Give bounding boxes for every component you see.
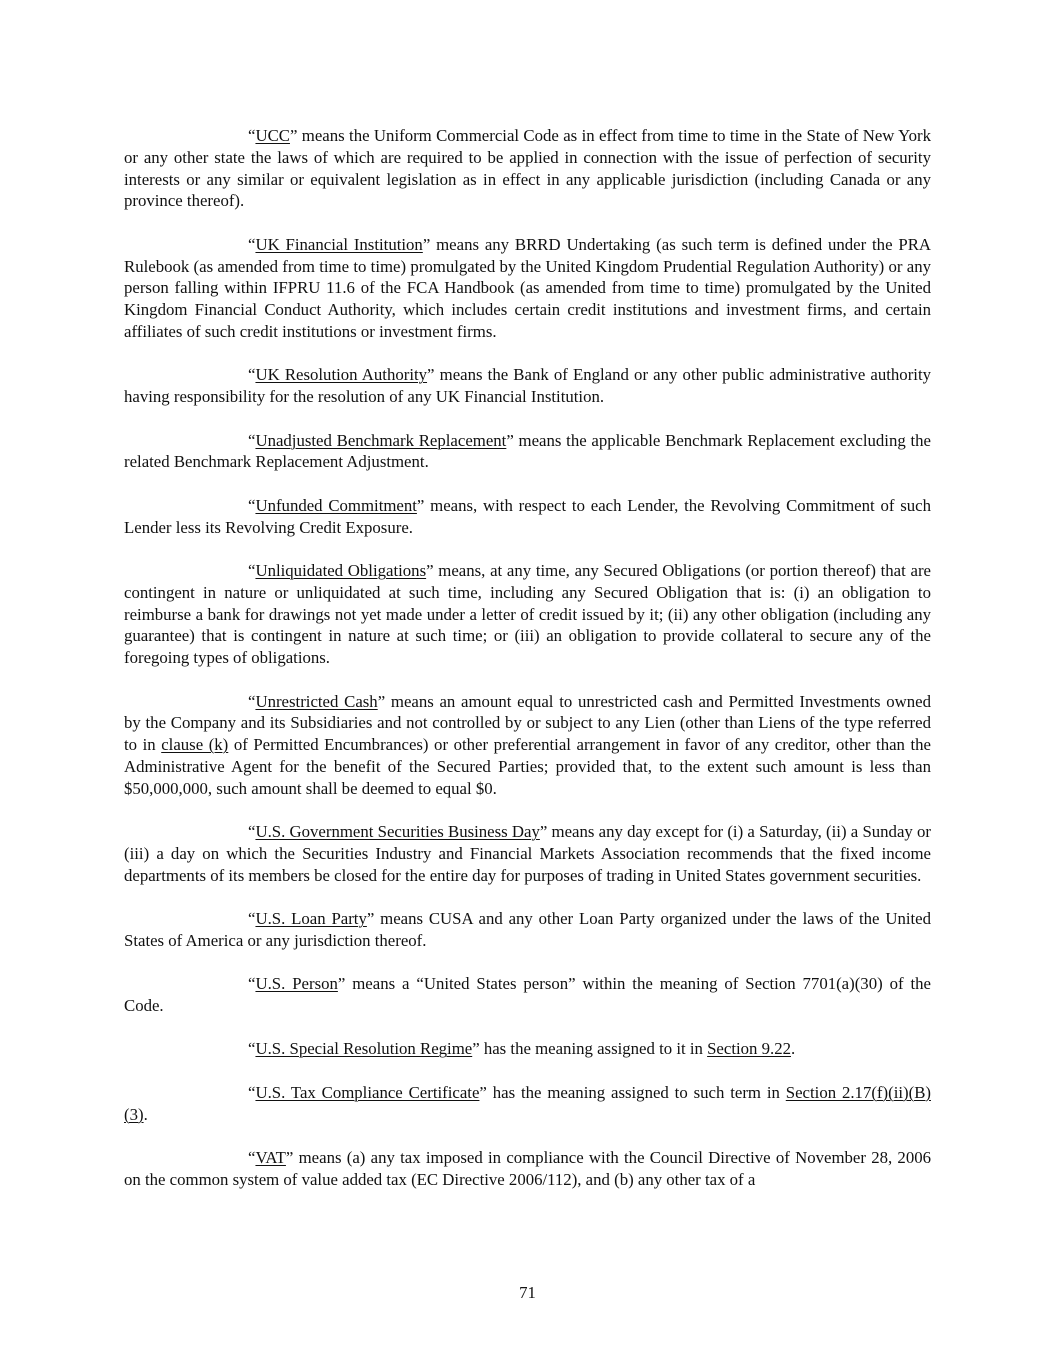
definition-us-government-securities-business-day: “U.S. Government Securities Business Day” means any day except for (i) a Saturday, (ii) a Sunday or (iii) a day on which the Securities Industry and Financial Markets Association recommends that the fixed income departments of its members be closed for the entire day for purposes of trading in United States government securities. xyxy=(124,822,931,885)
definition-text: ” means a “United States person” within the meaning of Section 7701(a)(30) of the Code. xyxy=(124,974,931,1016)
definition-text: of Permitted Encumbrances) or other preferential arrangement in favor of any creditor, other than the Administrative Agent for the benefit of the Secured Parties; provided that, to the extent such amount is less than $50,000,000, such amount shall be deemed to equal $0. xyxy=(124,735,931,798)
defined-term: Unliquidated Obligations xyxy=(255,560,427,580)
definition-text: ” means an amount equal to unrestricted cash and Permitted Investments owned by the Company and its Subsidiaries and not controlled by or subject to any Lien (other than Liens of the type referred to in xyxy=(124,691,931,755)
definition-text: ” means the Bank of England or any other public administrative authority having responsibility for the resolution of any UK Financial Institution. xyxy=(124,365,932,407)
defined-term: Unrestricted Cash xyxy=(255,691,378,711)
definition-text: ” means (a) any tax imposed in compliance with the Council Directive of November 28, 2006 on the common system of value added tax (EC Directive 2006/112), and (b) any other tax of a xyxy=(124,1148,931,1189)
defined-term: UK Financial Institution xyxy=(255,234,423,254)
defined-term: Unfunded Commitment xyxy=(255,495,417,515)
definition-text: ” has the meaning assigned to it in xyxy=(472,1039,708,1059)
definition-uk-resolution-authority: “UK Resolution Authority” means the Bank of England or any other public administrative authority having responsibility for the resolution of any UK Financial Institution. xyxy=(124,365,932,407)
definition-text: . xyxy=(791,1039,796,1059)
definition-text: ” means, with respect to each Lender, the Revolving Commitment of such Lender less its Revolving Credit Exposure. xyxy=(124,495,931,537)
definition-text: ” has the meaning assigned to such term in xyxy=(479,1082,786,1102)
definition-unadjusted-benchmark-replacement: “Unadjusted Benchmark Replacement” means the applicable Benchmark Replacement excluding the related Benchmark Replacement Adjustment. xyxy=(124,430,931,472)
cross-reference-link: Section 9.22 xyxy=(707,1039,791,1059)
definition-text: ” means any day except for (i) a Saturday, (ii) a Sunday or (iii) a day on which the Securities Industry and Financial Markets Association recommends that the fixed income departments of its members be closed for the entire day for purposes of trading in United States government securities. xyxy=(124,822,931,885)
defined-term: U.S. Loan Party xyxy=(255,909,367,929)
definition-uk-financial-institution: “UK Financial Institution” means any BRRD Undertaking (as such term is defined under the PRA Rulebook (as amended from time to time) promulgated by the United Kingdom Prudential Regulation Authority) or any person falling within IFPRU 11.6 of the FCA Handbook (as amended from time to time) promulgated by the United Kingdom Financial Conduct Authority, which includes certain credit institutions and investment firms, and certain affiliates of such credit institutions or investment firms. xyxy=(124,234,932,341)
cross-reference-link: Section 2.17(f)(ii)(B)(3) xyxy=(124,1082,931,1124)
defined-term: Unadjusted Benchmark Replacement xyxy=(255,430,507,450)
definition-text: ” means CUSA and any other Loan Party organized under the laws of the United States of America or any jurisdiction thereof. xyxy=(124,909,932,950)
definition-text: . xyxy=(143,1104,148,1124)
definition-unliquidated-obligations: “Unliquidated Obligations” means, at any time, any Secured Obligations (or portion thereof) that are contingent in nature or unliquidated at such time, including any Secured Obligation that is: (i) an obligation to reimburse a bank for drawings not yet made under a letter of credit issued by it; (ii) any other obligation (including any guarantee) that is contingent in nature at such time; or (iii) an obligation to provide collateral to secure any of the foregoing types of obligations. xyxy=(124,560,932,668)
definition-text: ” means any BRRD Undertaking (as such term is defined under the PRA Rulebook (as amended from time to time) promulgated by the United Kingdom Prudential Regulation Authority) or any person falling within IFPRU 11.6 of the FCA Handbook (as amended from time to time) promulgated by the United Kingdom Financial Conduct Authority, which includes certain credit institutions and investment firms, and certain affiliates of such credit institutions or investment firms. xyxy=(124,234,932,341)
definition-us-person: “U.S. Person” means a “United States person” within the meaning of Section 7701(a)(30) of the Code. xyxy=(124,974,931,1016)
definition-vat: “VAT” means (a) any tax imposed in compliance with the Council Directive of November 28, 2006 on the common system of value added tax (EC Directive 2006/112), and (b) any other tax of a xyxy=(124,1148,931,1189)
defined-term: UCC xyxy=(255,126,290,145)
definition-text: ” means the applicable Benchmark Replacement excluding the related Benchmark Replacement Adjustment. xyxy=(124,430,931,472)
defined-term: U.S. Tax Compliance Certificate xyxy=(255,1082,480,1102)
document-page xyxy=(124,125,931,1212)
definition-us-loan-party: “U.S. Loan Party” means CUSA and any other Loan Party organized under the laws of the United States of America or any jurisdiction thereof. xyxy=(124,909,932,950)
definition-text: ” means the Uniform Commercial Code as in effect from time to time in the State of New York or any other state the laws of which are required to be applied in connection with the issue of perfection of security interests or any similar or equivalent legislation as in effect in any applicable jurisdiction (including Canada or any province thereof). xyxy=(124,126,931,211)
cross-reference-link: clause (k) xyxy=(161,735,229,755)
defined-term: U.S. Government Securities Business Day xyxy=(255,822,540,842)
page-number: 71 xyxy=(519,1283,536,1302)
definition-text: ” means, at any time, any Secured Obligations (or portion thereof) that are contingent in nature or unliquidated at such time, including any Secured Obligation that is: (i) an obligation to reimburse a bank for drawings not yet made under a letter of credit issued by it; (ii) any other obligation (including any guarantee) that is contingent in nature at such time; or (iii) an obligation to provide collateral to secure any of the foregoing types of obligations. xyxy=(124,560,932,668)
definition-ucc: “UCC” means the Uniform Commercial Code as in effect from time to time in the State of New York or any other state the laws of which are required to be applied in connection with the issue of perfection of security interests or any similar or equivalent legislation as in effect in any applicable jurisdiction (including Canada or any province thereof). xyxy=(124,126,931,211)
defined-term: U.S. Person xyxy=(255,974,338,994)
definition-us-tax-compliance-certificate: “U.S. Tax Compliance Certificate” has the meaning assigned to such term in Section 2.17(f)(ii)(B)(3). xyxy=(124,1082,931,1124)
defined-term: VAT xyxy=(255,1148,286,1168)
definition-unrestricted-cash: “Unrestricted Cash” means an amount equal to unrestricted cash and Permitted Investments owned by the Company and its Subsidiaries and not controlled by or subject to any Lien (other than Liens of the type referred to in clause (k) of Permitted Encumbrances) or other preferential arrangement in favor of any creditor, other than the Administrative Agent for the benefit of the Secured Parties; provided that, to the extent such amount is less than $50,000,000, such amount shall be deemed to equal $0. xyxy=(124,691,931,798)
definition-unfunded-commitment: “Unfunded Commitment” means, with respect to each Lender, the Revolving Commitment of such Lender less its Revolving Credit Exposure. xyxy=(124,495,931,537)
defined-term: U.S. Special Resolution Regime xyxy=(255,1039,473,1059)
defined-term: UK Resolution Authority xyxy=(255,365,428,385)
definition-us-special-resolution-regime: “U.S. Special Resolution Regime” has the meaning assigned to it in Section 9.22. xyxy=(248,1039,796,1059)
